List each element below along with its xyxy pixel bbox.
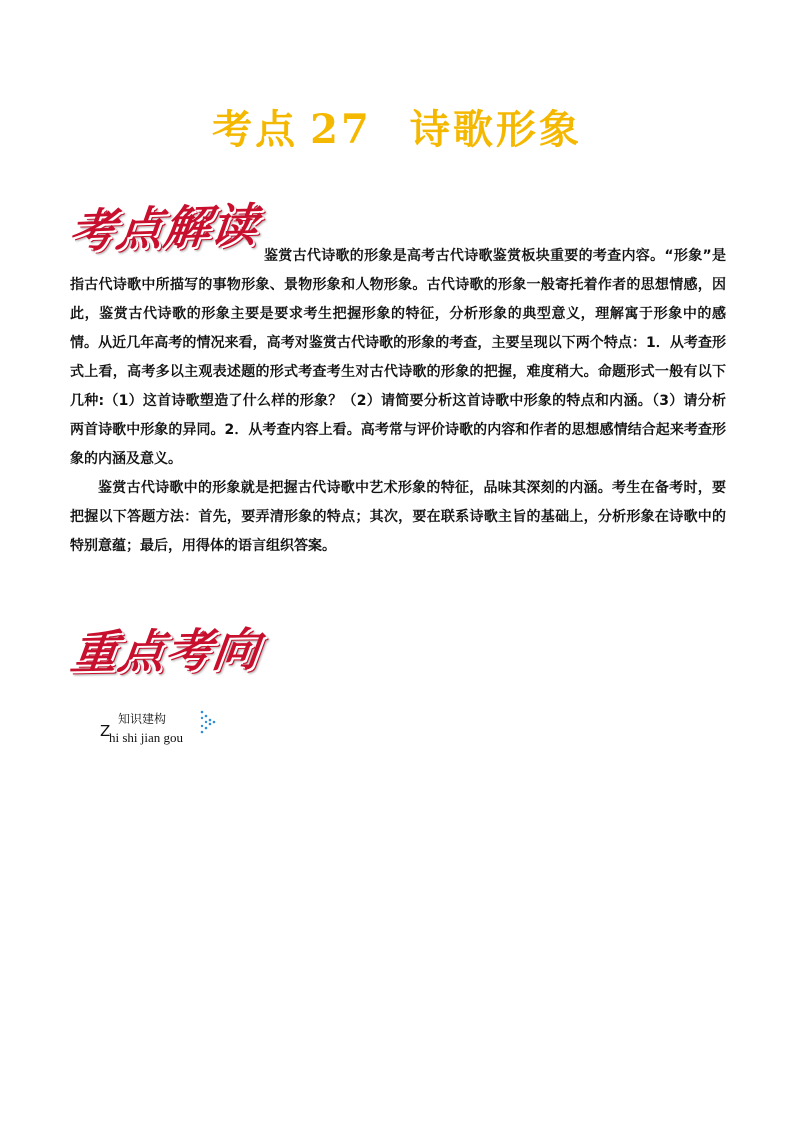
- knowledge-construction-label: [100, 708, 230, 748]
- section-body: [70, 242, 726, 561]
- dotted-chevron-right-icon: [200, 710, 218, 738]
- section-banner-kaodian-jiedu: 考点解读: [66, 197, 261, 259]
- body-paragraph-1: 鉴赏古代诗歌的形象是高考古代诗歌鉴赏板块重要的考查内容。“形象”是指古代诗歌中所描写的事物形象、景物形象和人物形象。古代诗歌的形象一般寄托着作者的思想情感，因此，鉴赏古代诗歌的形象主要是要求考生把握形象的特征，分析形象的典型意义，理解寓于形象中的感情。从近几年高考的情况来看，高考对鉴赏古代诗歌的形象的考查，主要呈现以下两个特点：1．从考查形式上看，高考多以主观表述题的形式考查考生对古代诗歌的形象的把握，难度稍大。命题形式一般有以下几种:（1）这首诗歌塑造了什么样的形象？（2）请简要分析这首诗歌中形象的特点和内涵。（3）请分析两首诗歌中形象的异同。2．从考查内容上看。高考常与评价诗歌的内容和作者的思想感情结合起来考查形象的内涵及意义。: [70, 248, 726, 467]
- title-part1: 考点: [212, 106, 299, 153]
- knowledge-label-initial: Z: [100, 722, 111, 740]
- body-paragraph-2: 鉴赏古代诗歌中的形象就是把握古代诗歌中艺术形象的特征，品味其深刻的内涵。考生在备考时，要把握以下答题方法：首先，要弄清形象的特点；其次，要在联系诗歌主旨的基础上，分析形象在诗歌中的特别意蕴；最后，用得体的语言组织答案。: [70, 480, 726, 554]
- page-title: [0, 98, 794, 155]
- title-number: 27: [310, 106, 372, 153]
- section-banner-zhongdian-kaoxiang: 重点考向: [68, 622, 264, 680]
- title-part2: 诗歌形象: [409, 106, 582, 153]
- knowledge-label-cn: 知识建构: [118, 712, 167, 726]
- knowledge-label-pinyin: hi shi jian gou: [109, 730, 184, 745]
